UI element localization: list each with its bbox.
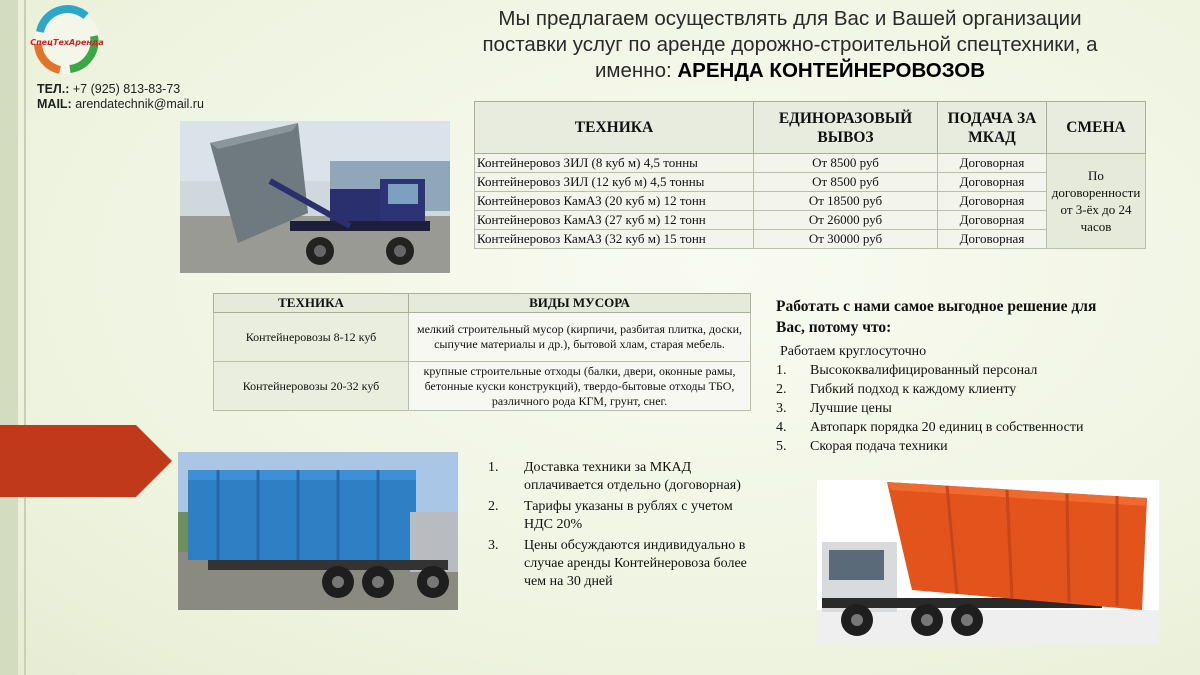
notes-block <box>488 459 758 594</box>
header-mkad: ПОДАЧА ЗА МКАД <box>938 102 1047 154</box>
table-row <box>214 362 751 411</box>
left-stripe-line <box>24 0 26 675</box>
title-prefix: именно: <box>594 59 672 82</box>
phone-label: ТЕЛ.: <box>37 82 70 96</box>
contacts-block <box>37 82 204 112</box>
phone-number[interactable]: +7 (925) 813-83-73 <box>72 82 181 96</box>
mkad-cell: Договорная <box>938 230 1047 249</box>
header-waste-types: ВИДЫ МУСОРА <box>409 294 751 313</box>
vehicle-cell: Контейнеровоз КамАЗ (20 куб м) 12 тонн <box>475 192 754 211</box>
notes-list <box>488 459 758 591</box>
company-logo <box>26 4 108 78</box>
mkad-cell: Договорная <box>938 173 1047 192</box>
list-item-text: Скорая подача техники <box>810 439 948 454</box>
header-shift: СМЕНА <box>1047 102 1146 154</box>
waste-table-header <box>214 294 751 313</box>
price-table <box>474 101 1146 249</box>
list-item-text: Гибкий подход к каждому клиенту <box>810 382 1017 397</box>
why-subtitle: Работаем круглосуточно <box>780 344 927 359</box>
waste-cell: мелкий строительный мусор (кирпичи, разбитая плитка, доски, сыпучие материалы и др.), бытовой хлам, старая мебель. <box>409 313 751 362</box>
list-item: 2. Тарифы указаны в рублях с учетом НДС 20% <box>488 498 758 534</box>
why-heading: Работать с нами самое выгодное решение для Вас, потому что: <box>776 298 1097 336</box>
blue-container-truck-photo <box>178 452 458 610</box>
table-row <box>475 230 1146 249</box>
vehicle-cell: Контейнеровозы 20-32 куб <box>214 362 409 411</box>
price-cell: От 18500 руб <box>754 192 938 211</box>
page-title <box>410 6 1170 84</box>
list-item: 3. Цены обсуждаются индивидуально в случае аренды Контейнеровоза более чем на 30 дней <box>488 537 758 591</box>
left-stripe <box>0 0 18 675</box>
why-us-block <box>776 296 1106 456</box>
table-row <box>475 173 1146 192</box>
price-cell: От 8500 руб <box>754 154 938 173</box>
title-line-2: поставки услуг по аренде дорожно-строительной спецтехники, а <box>482 33 1098 56</box>
phone-line <box>37 82 204 97</box>
header-technika: ТЕХНИКА <box>475 102 754 154</box>
price-cell: От 8500 руб <box>754 173 938 192</box>
mkad-cell: Договорная <box>938 192 1047 211</box>
vehicle-cell: Контейнеровоз ЗИЛ (8 куб м) 4,5 тонны <box>475 154 754 173</box>
mkad-cell: Договорная <box>938 154 1047 173</box>
list-item-text: Тарифы указаны в рублях с учетом НДС 20% <box>524 499 733 532</box>
title-line-1: Мы предлагаем осуществлять для Вас и Вашей организации <box>498 7 1082 30</box>
mail-line <box>37 97 204 112</box>
waste-cell: крупные строительные отходы (балки, двери, оконные рамы, бетонные куски конструкций), твердо-бытовые отходы ТБО, различного рода КГМ, грунт, снег. <box>409 362 751 411</box>
title-highlight: АРЕНДА КОНТЕЙНЕРОВОЗОВ <box>677 59 986 82</box>
list-item: 3. Лучшие цены <box>776 401 892 416</box>
table-row <box>214 313 751 362</box>
skip-loader-photo <box>180 121 450 273</box>
title-line-3 <box>410 58 1170 84</box>
vehicle-cell: Контейнеровозы 8-12 куб <box>214 313 409 362</box>
list-item-text: Автопарк порядка 20 единиц в собственности <box>810 420 1084 435</box>
header-single-removal: ЕДИНОРАЗОВЫЙ ВЫВОЗ <box>754 102 938 154</box>
waste-table <box>213 293 751 411</box>
why-list <box>776 361 1106 456</box>
price-table-header <box>475 102 1146 154</box>
table-row <box>475 211 1146 230</box>
mail-label: MAIL: <box>37 97 72 111</box>
mail-address[interactable]: arendatechnik@mail.ru <box>75 97 204 111</box>
list-item-text: Цены обсуждаются индивидуально в случае аренды Контейнеровоза более чем на 30 дней <box>524 538 747 589</box>
list-item: 5. Скорая подача техники <box>776 439 948 454</box>
list-item-text: Доставка техники за МКАД оплачивается отдельно (договорная) <box>524 460 741 493</box>
price-cell: От 26000 руб <box>754 211 938 230</box>
list-item: 1. Высококвалифицированный персонал <box>776 363 1038 378</box>
decorative-arrow <box>0 425 172 497</box>
orange-container-truck-photo <box>817 480 1159 644</box>
price-cell: От 30000 руб <box>754 230 938 249</box>
list-item: 4. Автопарк порядка 20 единиц в собственности <box>776 420 1084 435</box>
table-row <box>475 192 1146 211</box>
list-item: 2. Гибкий подход к каждому клиенту <box>776 382 1017 397</box>
table-row <box>475 154 1146 173</box>
shift-cell: По договоренности от 3-ёх до 24 часов <box>1047 154 1146 249</box>
mkad-cell: Договорная <box>938 211 1047 230</box>
list-item: 1. Доставка техники за МКАД оплачивается отдельно (договорная) <box>488 459 758 495</box>
logo-text: СпецТехАренда <box>30 38 104 47</box>
header-technika: ТЕХНИКА <box>214 294 409 313</box>
list-item-text: Лучшие цены <box>810 401 892 416</box>
list-item-text: Высококвалифицированный персонал <box>810 363 1038 378</box>
vehicle-cell: Контейнеровоз КамАЗ (32 куб м) 15 тонн <box>475 230 754 249</box>
vehicle-cell: Контейнеровоз ЗИЛ (12 куб м) 4,5 тонны <box>475 173 754 192</box>
vehicle-cell: Контейнеровоз КамАЗ (27 куб м) 12 тонн <box>475 211 754 230</box>
